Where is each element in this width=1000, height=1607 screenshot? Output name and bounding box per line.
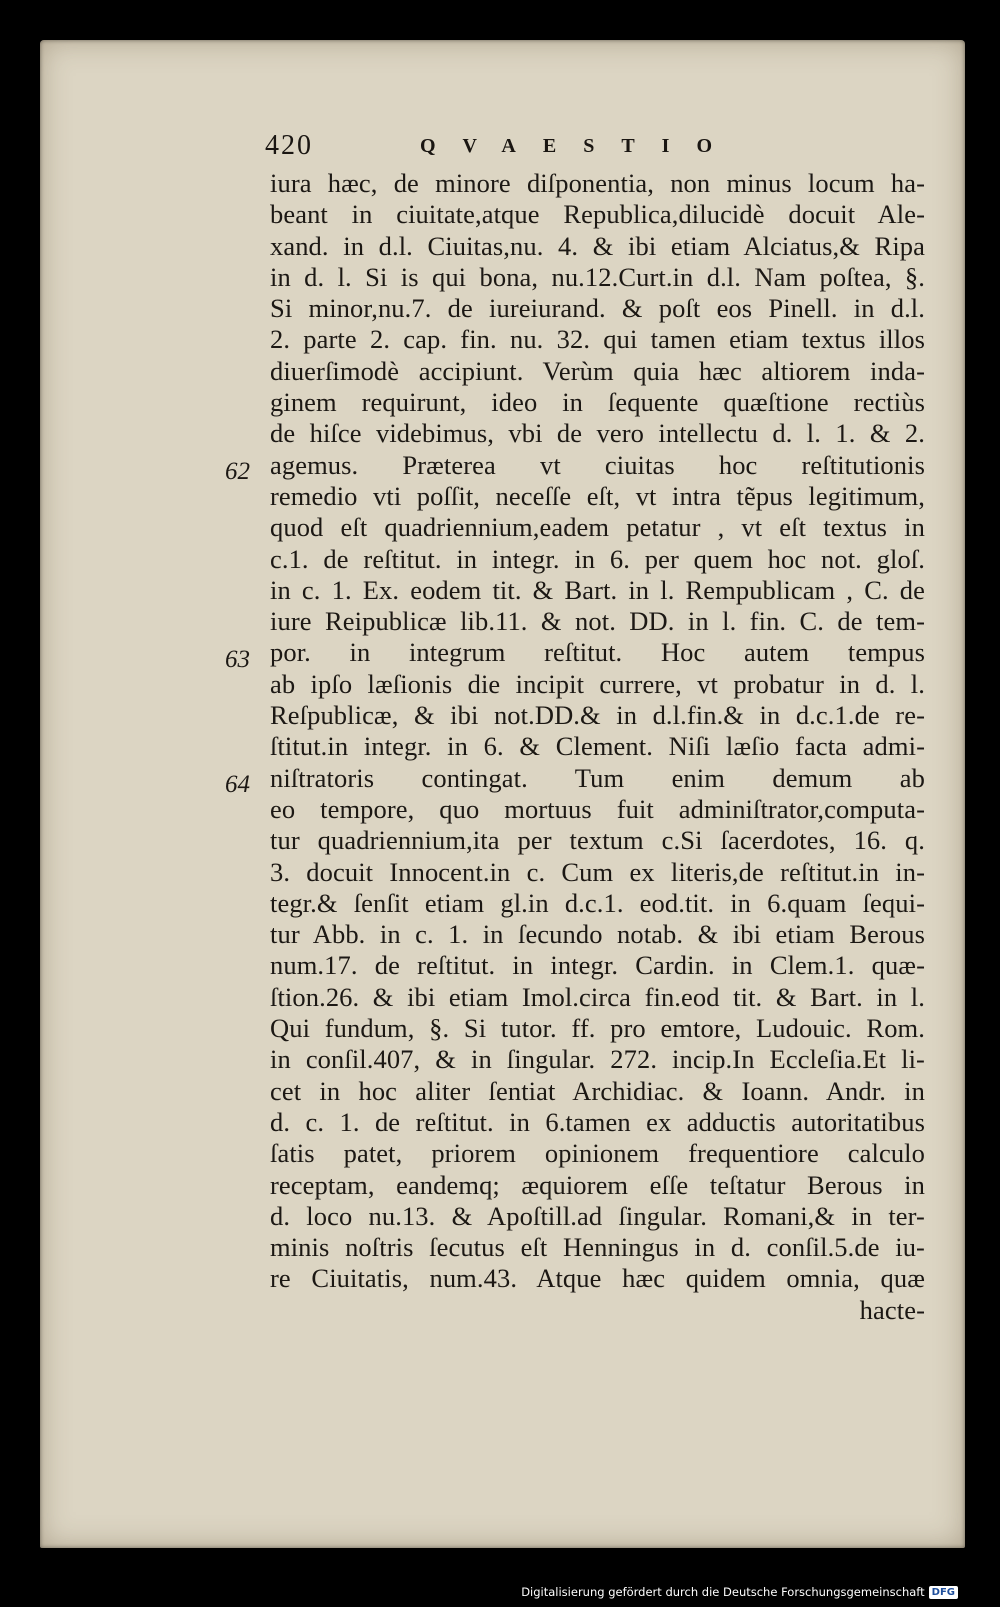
text-line: d. c. 1. de reſtitut. in 6.tamen ex adductis autoritatibus [270, 1106, 925, 1137]
header-title: QVAESTIO [420, 135, 740, 157]
text-line: cet in hoc aliter ſentiat Archidiac. & Ioann. Andr. in [270, 1075, 925, 1106]
text-line: quod eſt quadriennium,eadem petatur , vt eſt textus in [270, 512, 925, 543]
dfg-logo: DFG [929, 1586, 958, 1599]
margin-number: 63 [225, 646, 250, 673]
text-line: iure Reipublicæ lib.11. & not. DD. in l. fin. C. de tem- [270, 606, 925, 637]
margin-number: 62 [225, 458, 250, 485]
text-line: agemus. Præterea vt ciuitas hoc reſtitutionis [270, 449, 925, 480]
text-line: eo tempore, quo mortuus fuit adminiſtrator,computa- [270, 793, 925, 824]
text-line: 2. parte 2. cap. fin. nu. 32. qui tamen etiam textus illos [270, 324, 925, 355]
text-line: receptam, eandemq; æquiorem eſſe teſtatur Berous in [270, 1169, 925, 1200]
text-line: por. in integrum reſtitut. Hoc autem tempus [270, 637, 925, 668]
text-line: ſtion.26. & ibi etiam Imol.circa fin.eod tit. & Bart. in l. [270, 981, 925, 1012]
body-text [270, 168, 925, 1326]
text-line: tegr.& ſenſit etiam gl.in d.c.1. eod.tit. in 6.quam ſequi- [270, 887, 925, 918]
digitization-credit [521, 1582, 958, 1602]
text-line: c.1. de reſtitut. in integr. in 6. per quem hoc not. gloſ. [270, 543, 925, 574]
text-line: d. loco nu.13. & Apoſtill.ad ſingular. Romani,& in ter- [270, 1200, 925, 1231]
text-line: remedio vti poſſit, neceſſe eſt, vt intra tẽpus legitimum, [270, 480, 925, 511]
text-line: ſatis patet, priorem opinionem frequentiore calculo [270, 1138, 925, 1169]
text-line: hacte- [859, 1294, 925, 1325]
text-line: in c. 1. Ex. eodem tit. & Bart. in l. Rempublicam , C. de [270, 574, 925, 605]
text-line: tur quadriennium,ita per textum c.Si ſacerdotes, 16. q. [270, 825, 925, 856]
text-line: de hiſce videbimus, vbi de vero intellectu d. l. 1. & 2. [270, 418, 925, 449]
text-line: iura hæc, de minore diſponentia, non minus locum ha- [270, 168, 925, 198]
text-line: xand. in d.l. Ciuitas,nu. 4. & ibi etiam Alciatus,& Ripa [270, 230, 925, 261]
text-line: re Ciuitatis, num.43. Atque hæc quidem omnia, quæ [270, 1263, 925, 1294]
margin-number: 64 [225, 771, 250, 798]
text-line: beant in ciuitate,atque Republica,dilucidè docuit Ale- [270, 199, 925, 230]
running-head [265, 130, 785, 170]
text-line: in conſil.407, & in ſingular. 272. incip.In Eccleſia.Et li- [270, 1044, 925, 1075]
text-line: Qui fundum, §. Si tutor. ff. pro emtore, Ludouic. Rom. [270, 1013, 925, 1044]
text-line: minis noſtris ſecutus eſt Henningus in d. conſil.5.de iu- [270, 1232, 925, 1263]
text-line: Si minor,nu.7. de iureiurand. & poſt eos Pinell. in d.l. [270, 293, 925, 324]
text-line: tur Abb. in c. 1. in ſecundo notab. & ibi etiam Berous [270, 919, 925, 950]
text-line: 3. docuit Innocent.in c. Cum ex literis,de reſtitut.in in- [270, 856, 925, 887]
text-line: diuerſimodè accipiunt. Verùm quia hæc altiorem inda- [270, 355, 925, 386]
text-line: ſtitut.in integr. in 6. & Clement. Niſi læſio facta admi- [270, 731, 925, 762]
page-number: 420 [265, 130, 313, 161]
text-line: Reſpublicæ, & ibi not.DD.& in d.l.fin.& in d.c.1.de re- [270, 700, 925, 731]
text-line: ginem requirunt, ideo in ſequente quæſtione rectiùs [270, 387, 925, 418]
text-line: ab ipſo læſionis die incipit currere, vt probatur in d. l. [270, 668, 925, 699]
text-line: niſtratoris contingat. Tum enim demum ab [270, 762, 925, 793]
text-line: num.17. de reſtitut. in integr. Cardin. in Clem.1. quæ- [270, 950, 925, 981]
text-line: in d. l. Si is qui bona, nu.12.Curt.in d.l. Nam poſtea, §. [270, 261, 925, 292]
credit-text: Digitalisierung gefördert durch die Deutsche Forschungsgemeinschaft [521, 1585, 925, 1599]
